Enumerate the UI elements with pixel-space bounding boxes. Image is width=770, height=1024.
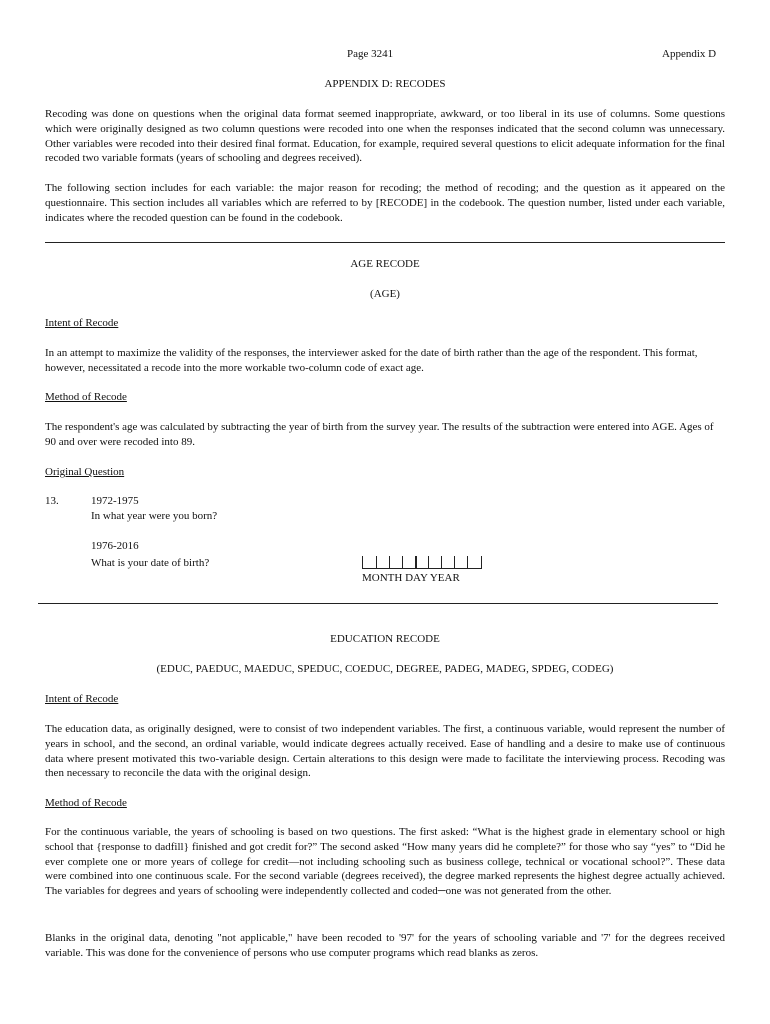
question-period-2: 1976-2016 [91,540,139,552]
age-variable: (AGE) [370,288,400,300]
question-period-1: 1972-1975 [91,495,139,507]
education-method-text-1: For the continuous variable, the years of schooling is based on two questions. The first asked: “What is the highest grade in elementary school or high school that {response to dadfill} finished and got credit for?” The second asked “How many years did he complete?” for those who say “yes” to “Did he ever complete one or more years of college for credit—not including schooling such as business college, technical or vocational school?”. These data were combined into one continuous scale. For the second variable (degrees received), the degree marked represents the highest degree actually achieved. The variables for degrees and years of schooling were independently collected and coded─one was not generated from the other. [45,826,725,898]
education-method-text-2: Blanks in the original data, denoting "not applicable," have been recoded to '97' for the years of schooling variable and '7' for the degrees received variable. This was done for the convenience of persons who use computer programs which read blanks as zeros. [45,932,725,959]
education-intent-text: The education data, as originally designed, were to consist of two independent variables. The first, a continuous variable, would represent the number of years in school, and the second, an ordinal variable, would indicate degrees actually received. Ease of handling and a desire to make use of continuous data where present motivated this two-variable design. Certain alterations to this design were made to facilitate the interviewing process. Recoding was then necessary to reconcile the data with the original design. [45,723,725,780]
question-number: 13. [45,495,59,507]
age-method-text: The respondent's age was calculated by subtracting the year of birth from the survey year. The results of the subtraction were entered into AGE. Ages of 90 and over were recoded into 89. [45,421,714,448]
question-text-1: In what year were you born? [91,510,218,522]
page-number: Page 3241 [347,48,394,60]
education-variables: (EDUC, PAEDUC, MAEDUC, SPEDUC, COEDUC, DEGREE, PADEG, MADEG, SPDEG, CODEG) [156,663,614,675]
age-method-heading: Method of Recode [45,391,127,403]
age-question-heading: Original Question [45,466,125,478]
age-recode-title: AGE RECODE [350,258,420,270]
education-intent-heading: Intent of Recode [45,693,119,705]
intro-paragraph-2: The following section includes for each variable: the major reason for recoding; the method of recoding; and the question as it appeared on the questionnaire. This section includes all variables which are referred to by [RECODE] in the codebook. The question number, listed under each variable, indicates where the recoded question can be found in the codebook. [45,182,725,224]
question-text-2: What is your date of birth? [91,557,210,569]
appendix-title: APPENDIX D: RECODES [324,78,446,90]
age-intent-text: In an attempt to maximize the validity of the responses, the interviewer asked for the date of birth rather than the age of the respondent. This format, however, necessitated a recode into the more workable two-column code of exact age. [45,347,698,374]
education-method-heading: Method of Recode [45,797,127,809]
education-recode-title: EDUCATION RECODE [330,633,440,645]
intro-paragraph-1: Recoding was done on questions when the original data format seemed inappropriate, awkward, or too liberal in its use of columns. Some questions which were originally designed as two column questions were recoded into one when the responses indicated that the second column was unnecessary. Other variables were recoded into their desired final format. Education, for example, required several questions to elicit adequate information for the final recoded two variable formats (years of schooling and degrees received). [45,108,725,165]
date-of-birth-boxes [362,556,482,569]
age-intent-heading: Intent of Recode [45,317,119,329]
date-format-label: MONTH DAY YEAR [362,572,460,584]
section-divider [38,603,718,604]
appendix-label: Appendix D [662,48,717,60]
section-divider [45,242,725,243]
